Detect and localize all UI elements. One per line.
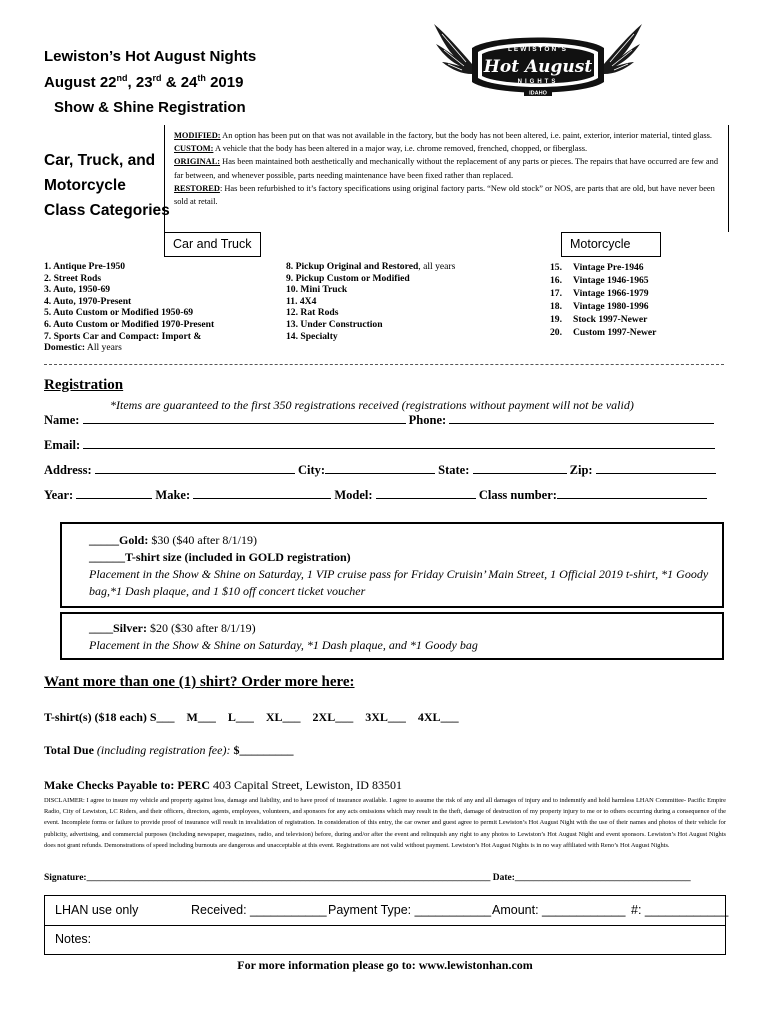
city-field[interactable] bbox=[325, 464, 435, 474]
silver-description: Placement in the Show & Shine on Saturday, *1 Dash plaque, and *1 Goody bag bbox=[89, 638, 478, 652]
gold-blank: _____ bbox=[89, 533, 119, 547]
list-item: 2. Street Rods bbox=[44, 272, 102, 284]
email-row bbox=[44, 438, 715, 453]
phone-field[interactable] bbox=[449, 414, 714, 424]
lhan-use-only-label: LHAN use only bbox=[55, 903, 139, 917]
definition-text: : Has been refurbished to it’s factory specifications using original factory parts. “New old stock” or NOS, are parts that are old, but have never been sold at retail. bbox=[174, 183, 715, 207]
name-label: Name: bbox=[44, 413, 83, 427]
list-item: 4. Auto, 1970-Present bbox=[44, 295, 132, 307]
date-text-4: 2019 bbox=[205, 74, 244, 91]
date-text-2: , 23 bbox=[127, 74, 153, 91]
section-divider bbox=[44, 364, 724, 365]
phone-label: Phone: bbox=[405, 413, 450, 427]
list-item: 3. Auto, 1950-69 bbox=[44, 284, 111, 296]
vehicle-row bbox=[44, 488, 707, 503]
definition-modified bbox=[174, 129, 726, 142]
gold-price: $30 ($40 after 8/1/19) bbox=[148, 533, 257, 547]
zip-label: Zip: bbox=[566, 463, 596, 477]
definition-term: RESTORED bbox=[174, 183, 220, 193]
list-item: 20. Custom 1997-Newer bbox=[550, 327, 657, 338]
year-field[interactable] bbox=[76, 489, 152, 499]
list-item: 18. Vintage 1980-1996 bbox=[550, 301, 649, 312]
event-title: Lewiston’s Hot August Nights bbox=[44, 48, 257, 65]
list-item: 1. Antique Pre-1950 bbox=[44, 261, 126, 272]
date-sup-3: th bbox=[197, 73, 206, 83]
date-sup-2: rd bbox=[152, 73, 162, 83]
year-label: Year: bbox=[44, 488, 77, 502]
logo-script-text: Hot August bbox=[483, 57, 593, 77]
signature-label: Signature: bbox=[44, 873, 87, 883]
list-item: 15. Vintage Pre-1946 bbox=[550, 262, 644, 273]
truck-class-list bbox=[286, 261, 526, 342]
silver-label: Silver: bbox=[113, 621, 147, 635]
office-use-box bbox=[44, 895, 729, 955]
list-item: 17. Vintage 1966-1979 bbox=[550, 288, 649, 299]
signature-field[interactable]: _____________________________________________________________________________________ bbox=[86, 873, 491, 883]
address-label: Address: bbox=[44, 463, 95, 477]
name-field[interactable] bbox=[83, 414, 406, 424]
checks-address: 403 Capital Street, Lewiston, ID 83501 bbox=[209, 778, 402, 792]
car-truck-label-box bbox=[164, 232, 261, 257]
registration-heading: Registration bbox=[44, 377, 124, 393]
total-due bbox=[44, 743, 293, 758]
date-text-1: August 22 bbox=[44, 74, 117, 91]
list-item: 13. Under Construction bbox=[286, 318, 383, 330]
class-number-label: Class number: bbox=[475, 488, 557, 502]
categories-heading-3: Class Categories bbox=[44, 202, 170, 219]
definition-text: A vehicle that the body has been altered in a major way, i.e. chrome removed, frenched, chopped, or fiberglass. bbox=[213, 144, 588, 154]
silver-package-box bbox=[60, 612, 724, 660]
total-label: Total Due bbox=[44, 743, 94, 757]
class-definitions bbox=[174, 129, 726, 208]
list-item: Domestic: All years bbox=[44, 342, 122, 354]
class-number-field[interactable] bbox=[557, 489, 707, 499]
gold-package-box bbox=[60, 522, 724, 608]
amount-field[interactable]: Amount: ____________ bbox=[492, 903, 626, 917]
list-item: 7. Sports Car and Compact: Import & bbox=[44, 330, 202, 342]
gold-description: Placement in the Show & Shine on Saturday, 1 VIP cruise pass for Friday Cruisin’ Main Street, 1 Official 2019 t-shirt, *1 Goody bag,*1 Dash plaque, and 1 $10 off concert ticket voucher bbox=[89, 567, 709, 598]
logo-top-text: LEWISTON'S bbox=[507, 46, 569, 53]
more-shirts-heading: Want more than one (1) shirt? Order more here: bbox=[44, 674, 355, 690]
list-item: 6. Auto Custom or Modified 1970-Present bbox=[44, 318, 215, 330]
model-label: Model: bbox=[331, 488, 376, 502]
definition-term: MODIFIED: bbox=[174, 131, 221, 140]
list-item: 16. Vintage 1946-1965 bbox=[550, 275, 649, 286]
list-item: 8. Pickup Original and Restored, all years bbox=[286, 261, 456, 272]
address-row bbox=[44, 463, 716, 478]
list-item: 11. 4X4 bbox=[286, 295, 317, 307]
list-item: 14. Specialty bbox=[286, 330, 338, 342]
state-field[interactable] bbox=[473, 464, 567, 474]
footer-info: For more information please go to: www.lewistonhan.com bbox=[237, 958, 533, 972]
list-item: 10. Mini Truck bbox=[286, 284, 348, 296]
make-field[interactable] bbox=[193, 489, 331, 499]
state-label: State: bbox=[435, 463, 473, 477]
list-item: 5. Auto Custom or Modified 1950-69 bbox=[44, 307, 194, 319]
list-item: 12. Rat Rods bbox=[286, 307, 339, 319]
car-truck-label: Car and Truck bbox=[173, 237, 252, 251]
motorcycle-class-list bbox=[550, 261, 710, 339]
categories-heading-1: Car, Truck, and bbox=[44, 152, 156, 169]
make-label: Make: bbox=[152, 488, 194, 502]
shirt-order-line[interactable]: T-shirt(s) ($18 each) S___ M___ L___ XL___ 2XL___ 3XL___ 4XL___ bbox=[44, 710, 459, 724]
payment-type-field[interactable]: Payment Type: ___________ bbox=[328, 903, 492, 917]
zip-field[interactable] bbox=[596, 464, 716, 474]
silver-blank: ____ bbox=[89, 621, 113, 635]
silver-option[interactable] bbox=[89, 620, 256, 637]
logo-bottom-text: NIGHTS bbox=[517, 79, 559, 85]
city-label: City: bbox=[294, 463, 326, 477]
definition-restored bbox=[174, 182, 726, 208]
definition-original bbox=[174, 155, 726, 181]
motorcycle-label: Motorcycle bbox=[570, 237, 631, 251]
notes-field[interactable]: Notes: bbox=[55, 932, 92, 946]
date-field[interactable]: _____________________________________ bbox=[514, 873, 691, 883]
tshirt-size-field[interactable]: ______T-shirt size (included in GOLD registration) bbox=[89, 550, 351, 564]
received-field[interactable]: Received: ___________ bbox=[191, 903, 327, 917]
motorcycle-label-box bbox=[561, 232, 661, 257]
email-field[interactable] bbox=[83, 439, 715, 449]
car-class-list bbox=[44, 261, 284, 354]
model-field[interactable] bbox=[376, 489, 476, 499]
checks-label: Make Checks Payable to: PERC bbox=[44, 778, 210, 792]
office-use-row bbox=[45, 896, 729, 926]
definition-term: CUSTOM: bbox=[174, 144, 214, 154]
event-dates bbox=[44, 73, 243, 91]
date-label: Date: bbox=[490, 873, 515, 883]
signature-row bbox=[44, 873, 691, 883]
gold-option[interactable] bbox=[89, 532, 257, 549]
logo-badge-text: IDAHO bbox=[529, 90, 547, 97]
email-label: Email: bbox=[44, 438, 84, 452]
checks-payable bbox=[44, 778, 402, 793]
total-amount-field[interactable]: $_________ bbox=[233, 743, 294, 757]
name-phone-row bbox=[44, 413, 714, 428]
definition-text: An option has been put on that was not available in the factory, but the body has not been altered, i.e. paint, exterior, interior material, tinted glass. bbox=[220, 131, 713, 140]
number-field[interactable]: #: ____________ bbox=[631, 903, 729, 917]
list-item: 9. Pickup Custom or Modified bbox=[286, 272, 410, 284]
gold-label: Gold: bbox=[119, 533, 149, 547]
form-title: Show & Shine Registration bbox=[54, 99, 246, 116]
address-field[interactable] bbox=[95, 464, 295, 474]
definition-custom bbox=[174, 142, 726, 155]
definition-term: ORIGINAL: bbox=[174, 157, 221, 167]
list-item: 19. Stock 1997-Newer bbox=[550, 314, 648, 325]
disclaimer-text: DISCLAIMER: I agree to insure my vehicle and property against loss, damage and liability, and to have proof of insurance available. I agree to assume the risk of any and all damages of injury and to indemnify and hold harmless LHAN Committee- Pacific Empire Radio, City of Lewiston, LC Riders, and their officers, directors, agents, employees, volunteers, and sponsors for any acts omissions which may result in the theft, damage of destruction of my property injury to me or to others occurring during a consequence of the event. Incomplete forms or failure to provide proof of insurance will result in invalidation of registration. In consideration of this entry, the car owner and guest agree to permit Lewiston’s Hot August Night with the use of their names and photos of their vehicle for publicity, advertising, and commercial purposes (including newspaper, magazines, radio, and television) before, during and/or after the event and relinquish any right to any photos to Lewiston’s Hot August Night and event sponsors. Lewiston’s Hot August Nights does not grant refunds. Demonstrations of speed including burnouts are dangerous and unacceptable at this event. Registrations are not valid without payment. Lewiston’s Hot August Nights is in no way affiliated with Reno’s Hot August Nights. bbox=[44, 797, 726, 849]
silver-price: $20 ($30 after 8/1/19) bbox=[147, 621, 256, 635]
date-sup-1: nd bbox=[116, 73, 128, 83]
categories-heading-2: Motorcycle bbox=[44, 177, 126, 194]
date-text-3: & 24 bbox=[161, 74, 198, 91]
hot-august-nights-logo bbox=[432, 20, 644, 108]
registration-note: *Items are guaranteed to the first 350 registrations received (registrations without payment will not be valid) bbox=[110, 398, 634, 412]
definition-text: Has been maintained both aesthetically and mechanically without the replacement of any parts or pieces. The repairs that have occurred are few and far between, and whenever possible, parts needing maintenance have been fixed rather than replaced. bbox=[174, 157, 719, 180]
total-note: (including registration fee): bbox=[93, 743, 234, 757]
